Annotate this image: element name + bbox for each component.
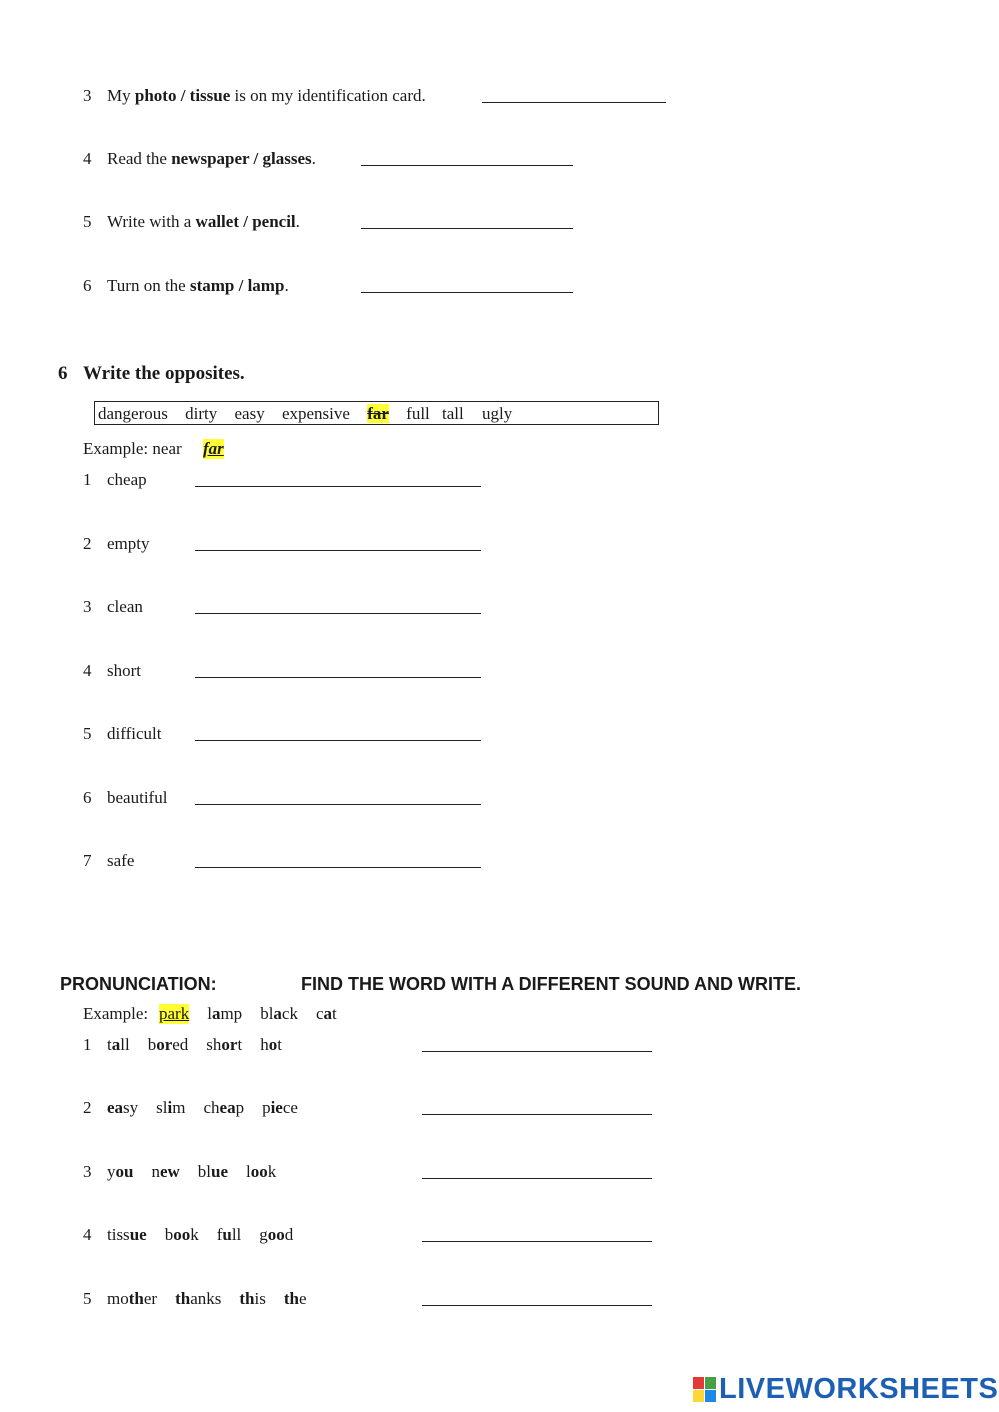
pron-word-part: mo xyxy=(107,1289,129,1308)
item-number: 3 xyxy=(83,597,92,616)
item-number: 1 xyxy=(83,1035,92,1054)
pron-word xyxy=(156,1098,185,1118)
pron-word-sound: ie xyxy=(270,1098,283,1117)
pron-word-part: m xyxy=(172,1098,186,1117)
pron-word-part: b xyxy=(164,1225,174,1244)
word-box xyxy=(94,401,659,425)
word-box-item: full xyxy=(406,404,430,423)
pron-word xyxy=(262,1098,298,1118)
item-post: is on my identification card. xyxy=(230,86,426,105)
logo-blocks-icon xyxy=(693,1377,717,1403)
answer-line[interactable] xyxy=(361,292,573,293)
example-label: Example: near xyxy=(83,439,182,458)
pron-word-part: e xyxy=(298,1289,307,1308)
pron-word-sound: th xyxy=(175,1289,191,1308)
pron-word-part: b xyxy=(147,1035,157,1054)
example-answer: far xyxy=(203,439,224,458)
section-number: 6 xyxy=(58,363,68,384)
pron-word-sound: a xyxy=(211,1004,221,1023)
pron-word-sound: a xyxy=(273,1004,282,1023)
answer-line[interactable] xyxy=(422,1178,652,1179)
pron-word xyxy=(148,1035,189,1055)
answer-line[interactable] xyxy=(195,677,481,678)
pron-example-words xyxy=(159,1004,355,1024)
answer-line[interactable] xyxy=(482,102,666,103)
pron-word-sound: ew xyxy=(159,1162,180,1181)
pron-word-sound: oo xyxy=(173,1225,191,1244)
pron-word-part: c xyxy=(315,1004,324,1023)
answer-line[interactable] xyxy=(361,165,573,166)
pron-word xyxy=(246,1162,276,1182)
pron-word-sound: ue xyxy=(211,1162,229,1181)
pron-word-sound: ou xyxy=(115,1162,134,1181)
answer-line[interactable] xyxy=(195,486,481,487)
item-number: 5 xyxy=(83,212,92,231)
pron-word xyxy=(107,1162,133,1182)
word-box-item: ugly xyxy=(481,404,513,423)
pron-word-sound: ea xyxy=(219,1098,236,1117)
item-number: 7 xyxy=(83,851,92,870)
pron-word-part: d xyxy=(284,1225,294,1244)
pron-word-sound: o xyxy=(268,1035,278,1054)
pron-word-part: y xyxy=(107,1162,116,1181)
item-post: . xyxy=(295,212,300,231)
pron-word-part: f xyxy=(216,1225,223,1244)
pronunciation-label: PRONUNCIATION: xyxy=(60,974,217,994)
word-box-item: tall xyxy=(442,404,464,423)
pron-word xyxy=(165,1225,199,1245)
item-word: clean xyxy=(107,597,143,616)
item-text xyxy=(107,276,289,296)
pron-words xyxy=(107,1289,325,1309)
pron-word-part: sh xyxy=(206,1035,222,1054)
answer-line[interactable] xyxy=(422,1051,652,1052)
pron-word xyxy=(239,1289,265,1309)
pron-word-part: ll xyxy=(231,1225,242,1244)
pron-word-part: g xyxy=(259,1225,268,1244)
item-choice: wallet / pencil xyxy=(195,212,296,231)
pron-word-part: l xyxy=(246,1162,251,1181)
pronunciation-instruction: FIND THE WORD WITH A DIFFERENT SOUND AND WRITE. xyxy=(301,974,801,994)
pron-word-part: mp xyxy=(220,1004,243,1023)
answer-line[interactable] xyxy=(422,1305,652,1306)
pron-word-sound: ea xyxy=(107,1098,124,1117)
pron-word-part: h xyxy=(260,1035,269,1054)
pron-word-part: ed xyxy=(172,1035,189,1054)
word-box-item-used: far xyxy=(367,404,389,423)
item-choice: newspaper / glasses xyxy=(171,149,312,168)
pron-word-sound: oo xyxy=(250,1162,268,1181)
item-word: empty xyxy=(107,534,150,553)
pron-word xyxy=(260,1035,282,1055)
pron-word xyxy=(151,1162,179,1182)
pron-word xyxy=(159,1004,189,1024)
pron-word-sound: th xyxy=(283,1289,299,1308)
pron-word-part: ck xyxy=(281,1004,298,1023)
pron-word-part: t xyxy=(107,1035,112,1054)
item-text xyxy=(107,212,300,232)
item-word: cheap xyxy=(107,470,147,489)
pron-word-sound: u xyxy=(222,1225,232,1244)
pron-word-sound: oo xyxy=(267,1225,285,1244)
pron-word-sound: th xyxy=(128,1289,144,1308)
answer-line[interactable] xyxy=(195,740,481,741)
pron-word xyxy=(107,1098,138,1118)
item-number: 6 xyxy=(83,788,92,807)
item-pre: Turn on the xyxy=(107,276,190,295)
item-word: beautiful xyxy=(107,788,168,807)
pron-word xyxy=(107,1035,130,1055)
pron-word xyxy=(203,1098,244,1118)
item-number: 4 xyxy=(83,661,92,680)
pron-word-part: ll xyxy=(120,1035,130,1054)
pron-word xyxy=(107,1289,157,1309)
pron-word-part: t xyxy=(332,1004,337,1023)
pron-word xyxy=(217,1225,242,1245)
answer-line[interactable] xyxy=(195,867,481,868)
pron-word-part: ch xyxy=(203,1098,220,1117)
answer-line[interactable] xyxy=(195,550,481,551)
pron-word-sound: th xyxy=(239,1289,255,1308)
pron-word-sound: or xyxy=(156,1035,173,1054)
pron-words xyxy=(107,1162,294,1182)
item-number: 3 xyxy=(83,1162,92,1181)
item-number: 5 xyxy=(83,1289,92,1308)
pron-word-part: sl xyxy=(156,1098,168,1117)
answer-line[interactable] xyxy=(195,613,481,614)
word-box-item: easy xyxy=(234,404,265,423)
pron-word-sound: a xyxy=(111,1035,121,1054)
answer-line[interactable] xyxy=(422,1114,652,1115)
answer-line[interactable] xyxy=(361,228,573,229)
pron-words xyxy=(107,1098,316,1118)
liveworksheets-logo xyxy=(693,1373,998,1406)
pron-word-part: l xyxy=(207,1004,212,1023)
pron-word xyxy=(260,1004,298,1024)
word-box-item: expensive xyxy=(281,404,350,423)
pron-word xyxy=(207,1004,242,1024)
pron-word xyxy=(316,1004,337,1024)
item-number: 4 xyxy=(83,1225,92,1244)
pron-word-part: anks xyxy=(190,1289,222,1308)
pron-word xyxy=(284,1289,307,1309)
pron-word-sound: or xyxy=(221,1035,238,1054)
pron-word-part: park xyxy=(159,1004,190,1023)
pron-word-part: ce xyxy=(282,1098,298,1117)
pron-word-part: t xyxy=(277,1035,282,1054)
pron-word-part: t xyxy=(237,1035,243,1054)
item-word: difficult xyxy=(107,724,162,743)
pron-word-part: p xyxy=(235,1098,245,1117)
pron-word xyxy=(206,1035,242,1055)
logo-text: LIVEWORKSHEETS xyxy=(719,1373,999,1405)
pron-word-part: p xyxy=(262,1098,271,1117)
item-number: 5 xyxy=(83,724,92,743)
item-number: 2 xyxy=(83,1098,92,1117)
item-post: . xyxy=(311,149,316,168)
item-number: 4 xyxy=(83,149,92,168)
pron-word-part: bl xyxy=(197,1162,212,1181)
pron-word-part: k xyxy=(190,1225,199,1244)
answer-line[interactable] xyxy=(195,804,481,805)
pron-word-sound: ue xyxy=(129,1225,147,1244)
pron-word-part: n xyxy=(151,1162,160,1181)
pron-word-part: tiss xyxy=(107,1225,130,1244)
pron-word-sound: i xyxy=(167,1098,173,1117)
pron-word xyxy=(107,1225,147,1245)
pron-word-sound: a xyxy=(323,1004,333,1023)
item-post: . xyxy=(284,276,289,295)
item-number: 6 xyxy=(83,276,92,295)
pron-word-part: bl xyxy=(260,1004,274,1023)
answer-line[interactable] xyxy=(422,1241,652,1242)
item-text xyxy=(107,149,316,169)
pron-word xyxy=(198,1162,228,1182)
item-word: short xyxy=(107,661,141,680)
item-choice: photo / tissue xyxy=(134,86,231,105)
section-title: Write the opposites. xyxy=(83,363,245,384)
pron-word xyxy=(259,1225,293,1245)
pron-word-part: er xyxy=(143,1289,158,1308)
pron-word-part: sy xyxy=(123,1098,139,1117)
item-number: 1 xyxy=(83,470,92,489)
item-word: safe xyxy=(107,851,135,870)
item-text xyxy=(107,86,426,106)
pron-word-part: is xyxy=(254,1289,266,1308)
item-pre: My xyxy=(107,86,135,105)
item-choice: stamp / lamp xyxy=(189,276,285,295)
pron-word xyxy=(175,1289,221,1309)
item-number: 2 xyxy=(83,534,92,553)
word-box-item: dirty xyxy=(185,404,218,423)
item-pre: Read the xyxy=(107,149,172,168)
item-number: 3 xyxy=(83,86,92,105)
pron-word-part: k xyxy=(267,1162,277,1181)
pron-words xyxy=(107,1035,300,1055)
item-pre: Write with a xyxy=(107,212,196,231)
pron-example-label: Example: xyxy=(83,1004,149,1023)
word-box-item: dangerous xyxy=(98,404,168,423)
pron-words xyxy=(107,1225,311,1245)
